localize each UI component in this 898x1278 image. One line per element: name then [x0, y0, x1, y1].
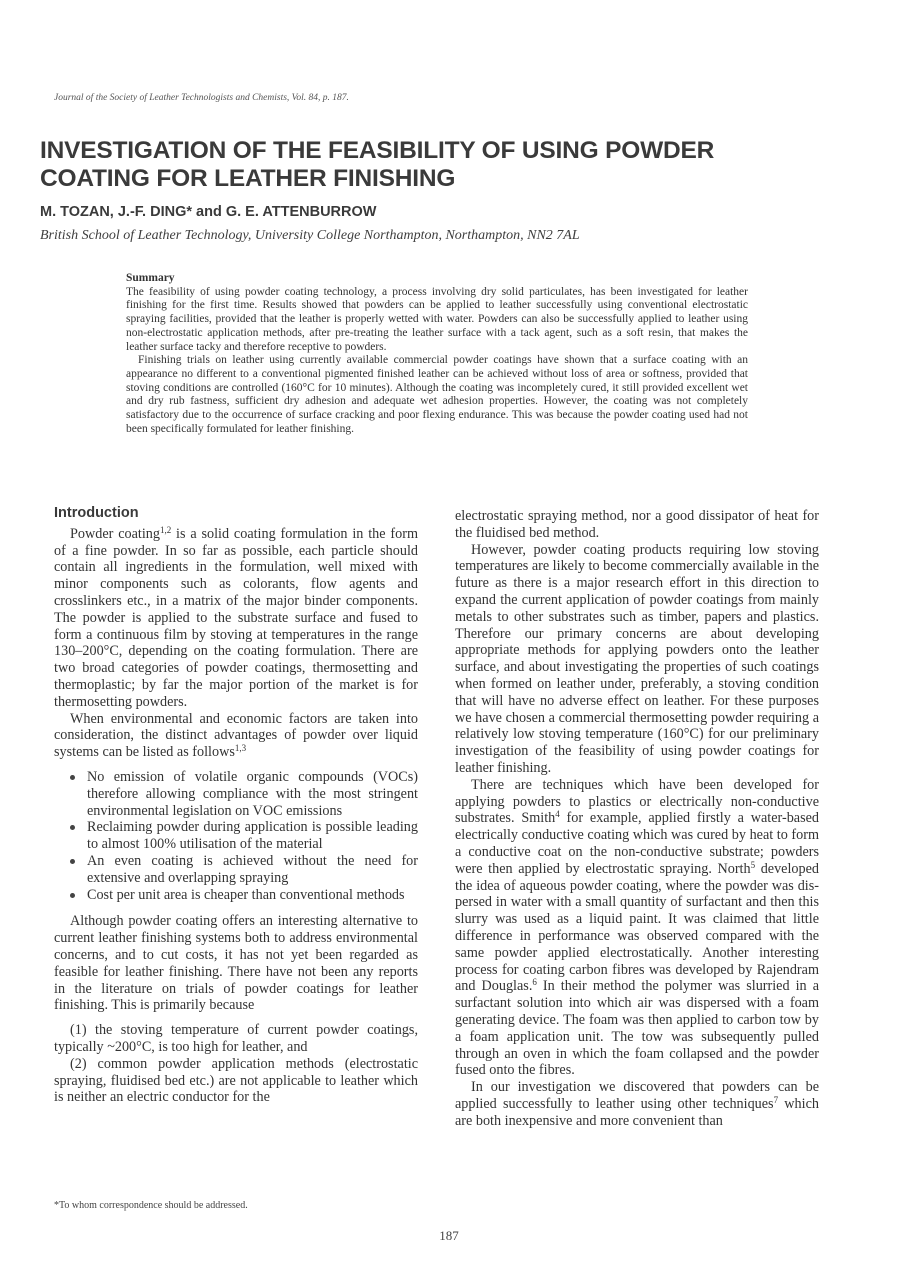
- reason-2: (2) common powder application methods (electrostatic spraying, fluidised bed etc.) are not applicable to leather which is neither an electric conductor for the: [54, 1055, 418, 1106]
- advantages-list: [54, 769, 418, 903]
- affiliation: British School of Leather Technology, University College Northampton, Northampton, NN2 7AL: [40, 228, 580, 243]
- footnote: *To whom correspondence should be addressed.: [54, 1200, 248, 1211]
- page-number: 187: [439, 1228, 459, 1243]
- left-column: [54, 505, 418, 1106]
- text: Cost per unit area is cheaper than conventional methods: [87, 886, 405, 903]
- right-paragraph-0: electrostatic spraying method, nor a good dissipator of heat for the fluidised bed method.: [455, 508, 819, 541]
- intro-paragraph-1: [54, 526, 418, 711]
- citation: 6: [532, 977, 537, 988]
- reason-1: (1) the stoving temperature of current powder coatings, typically ~200°C, is too high for leather, and: [54, 1022, 418, 1055]
- summary-paragraph-2: Finishing trials on leather using currently available commercial powder coatings have shown that a surface coating with an appearance no different to a conventional pigmented finished leather can be achieved without loss of area or softness, provided that stoving conditions are controlled (160°C for 10 minutes). Although the coating was incompletely cured, it still provided excellent wet and dry rub fastness, sufficient dry adhesion and adequate wet adhesion properties. However, the coating was not completely satisfactory due to the occurrence of surface cracking and poor flexing endurance. This was because the powder coating used had not been specifically formulated for leather finishing.: [126, 354, 748, 435]
- text: There are techniques which have been developed for applying powders to plastics or electrically non-conductive substrates. Smith: [455, 776, 819, 827]
- summary-paragraph-1: The feasibility of using powder coating technology, a process involving dry solid particulates, has been investigated for leather finishing for the first time. Results showed that powders can be applied to leather successfully using conventional electrostatic spraying facilities, provided that the leather is properly wetted with water. Powders can also be successfully applied to leather using non-electrostatic application methods, after pre-treating the leather surface with a tack agent, such as a soft resin, that makes the leather surface tacky and therefore receptive to powders.: [126, 285, 748, 353]
- authors: M. TOZAN, J.-F. DING* and G. E. ATTENBURROW: [40, 204, 377, 220]
- citation: 7: [773, 1094, 779, 1105]
- introduction-heading: Introduction: [54, 505, 139, 521]
- list-item: [87, 887, 418, 904]
- citation: 1,2: [159, 524, 172, 535]
- right-paragraph-1: However, powder coating products requiring low stoving temperatures are likely to become commercially available in the future as there is a major research effort in this direction to expand the current application of powder coatings from mainly metals to other substrates such as timber, papers and plastics. Therefore our primary concerns are about developing appropriate methods for applying powders onto the leather surface, and about investigating the properties of such coatings when formed on leather under, preferably, a stoving condition that will have no adverse effect on leather. For these purposes we have chosen a commercial thermosetting powder requiring a relatively low stoving temperature (160°C) for our preliminary investigation of the feasibility of using powder coatings for leather finishing.: [455, 541, 819, 776]
- intro-paragraph-2: [54, 711, 418, 761]
- bullet-icon: [70, 859, 75, 864]
- article-title: INVESTIGATION OF THE FEASIBILITY OF USING POWDER COATING FOR LEATHER FINISHING: [40, 137, 715, 192]
- intro-paragraph-3: Although powder coating offers an interesting alternative to current leather finishing systems both to address environmental concerns, and to cut costs, it has not yet been regarded as feasible for leather finishing. There have not been any reports in the literature on trials of powder coatings for leather finishing. This is primarily because: [54, 913, 418, 1014]
- bullet-icon: [70, 893, 75, 898]
- summary-heading: Summary: [126, 272, 175, 284]
- text: In our investigation we discovered that powders can be applied successfully to leather using other techniques: [455, 1079, 819, 1112]
- list-item: [87, 769, 418, 819]
- list-item: [87, 853, 418, 887]
- citation: 4: [555, 809, 560, 820]
- text: for example, applied firstly a water-based electrically conductive coating which was cured by heat to form a conductive coat on the non-conductive substrate; powders were then applied by electrostatic spraying. North: [455, 810, 820, 877]
- text: An even coating is achieved without the need for extensive and overlapping spraying: [87, 852, 418, 886]
- text: In their method the polymer was slurried in a surfactant solution into which air was dispersed with a foam generating device. The foam was then applied to carbon tow by a foam application unit. The tow was subsequently pulled through an oven in which the foam collapsed and the powder fused onto the fibres.: [455, 978, 819, 1079]
- citation: 5: [750, 859, 756, 870]
- summary-block: [126, 272, 748, 436]
- text: is a solid coating formulation in the form of a fine powder. In so far as possible, each particle should contain all ingredients in the formulation, well mixed with minor components such as colorants, flow agents and crosslinkers etc., in a matrix of the major binder components. The powder is applied to the substrate surface and fused to form a continuous film by stoving at temperatures in the range 130–200°C, depending on the coating formulation. There are two broad categories of powder coatings, thermosetting and thermoplastic; by far the major portion of the market is for thermosetting powders.: [54, 525, 418, 710]
- text: developed the idea of aqueous powder coating, where the powder was dispersed in water with a small quantity of surfactant and then this slurry was used as a liquid paint. It was claimed that little difference in performance was observed compared with the same powder applied electrostatically. Another interesting process for coating carbon fibres was developed by Rajendram and Douglas.: [455, 860, 819, 995]
- bullet-icon: [70, 775, 75, 780]
- text: Powder coating: [70, 525, 160, 542]
- right-column: [455, 508, 819, 1129]
- citation: 1,3: [234, 743, 247, 754]
- right-paragraph-3: [455, 1079, 819, 1129]
- text: Reclaiming powder during application is possible leading to almost 100% utilisation of the material: [87, 819, 418, 853]
- right-paragraph-2: [455, 777, 819, 1079]
- bullet-icon: [70, 825, 75, 830]
- text: which are both inexpensive and more convenient than: [455, 1095, 819, 1129]
- text: When environmental and economic factors are taken into consideration, the distinct advantages of powder over liquid systems can be listed as follows: [54, 710, 418, 761]
- text: No emission of volatile organic compounds (VOCs) therefore allowing compliance with the most stringent environmental legislation on VOC emissions: [87, 768, 418, 819]
- running-head: Journal of the Society of Leather Technologists and Chemists, Vol. 84, p. 187.: [54, 93, 349, 103]
- list-item: [87, 819, 418, 853]
